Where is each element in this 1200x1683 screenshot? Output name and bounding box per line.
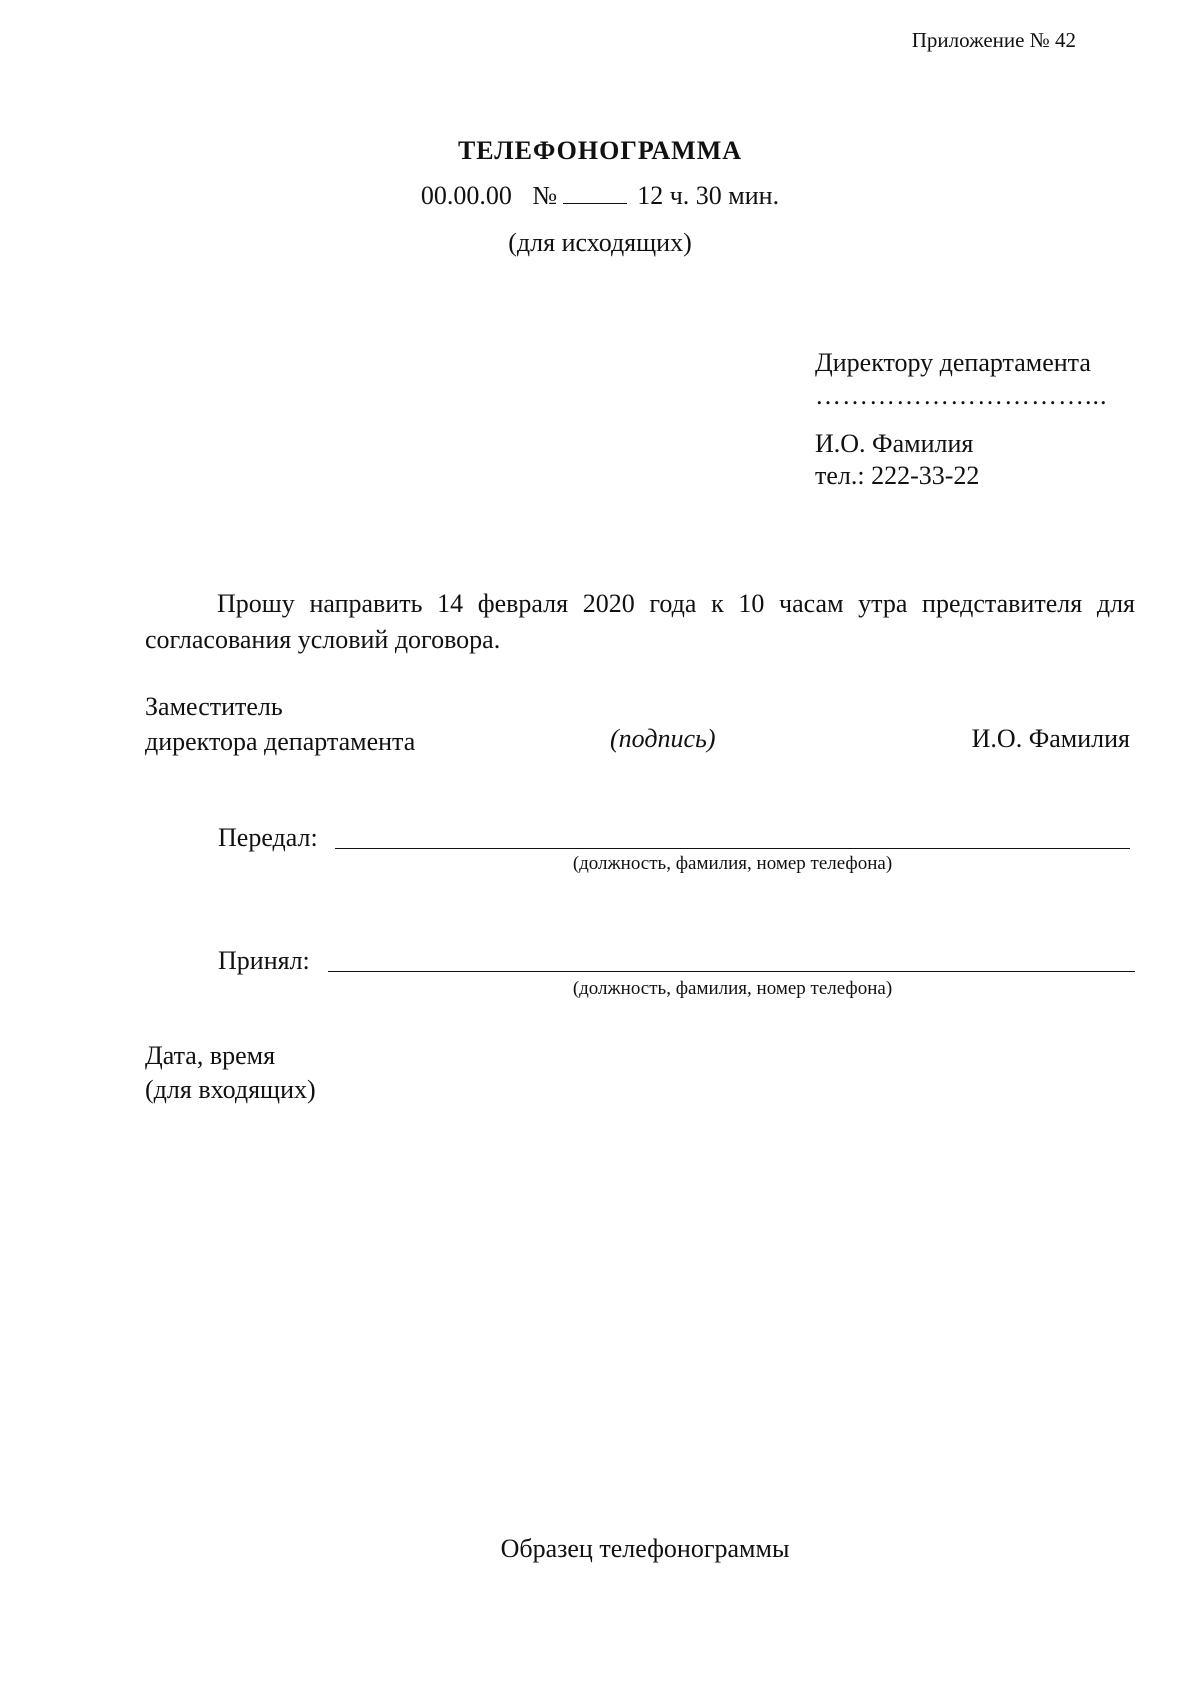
footer-caption: Образец телефонограммы [500,1534,790,1563]
signer-position-line2: директора департамента [145,727,416,756]
appendix-number: Приложение № 42 [911,28,1076,52]
incoming-datetime-label: Дата, время [145,1041,276,1070]
addressee-title: Директору департамента [815,348,1091,377]
sent-blank-line [335,848,1130,849]
addressee-dots: …………………………... [815,381,1108,410]
number-blank-field [563,185,627,204]
body-text: Прошу направить 14 февраля 2020 года к 10 часам утра представителя для согласования условий договора. [145,589,1135,654]
signature-placeholder: (подпись) [610,724,716,753]
sent-label: Передал: [218,823,318,852]
addressee-phone: тел.: 222-33-22 [815,461,980,490]
outgoing-note: (для исходящих) [508,228,692,257]
document-time: 12 ч. 30 мин. [637,181,780,210]
signer-name: И.О. Фамилия [971,724,1130,753]
received-blank-line [328,971,1135,972]
received-label: Принял: [218,946,310,975]
signer-position-line1: Заместитель [145,692,283,721]
sent-caption: (должность, фамилия, номер телефона) [572,853,893,874]
registration-line [0,181,1200,211]
addressee-name: И.О. Фамилия [815,429,974,458]
incoming-note: (для входящих) [145,1075,316,1104]
document-date: 00.00.00 [420,181,512,210]
received-caption: (должность, фамилия, номер телефона) [572,978,893,999]
number-label: № [532,181,558,210]
document-title: ТЕЛЕФОНОГРАММА [457,136,743,165]
